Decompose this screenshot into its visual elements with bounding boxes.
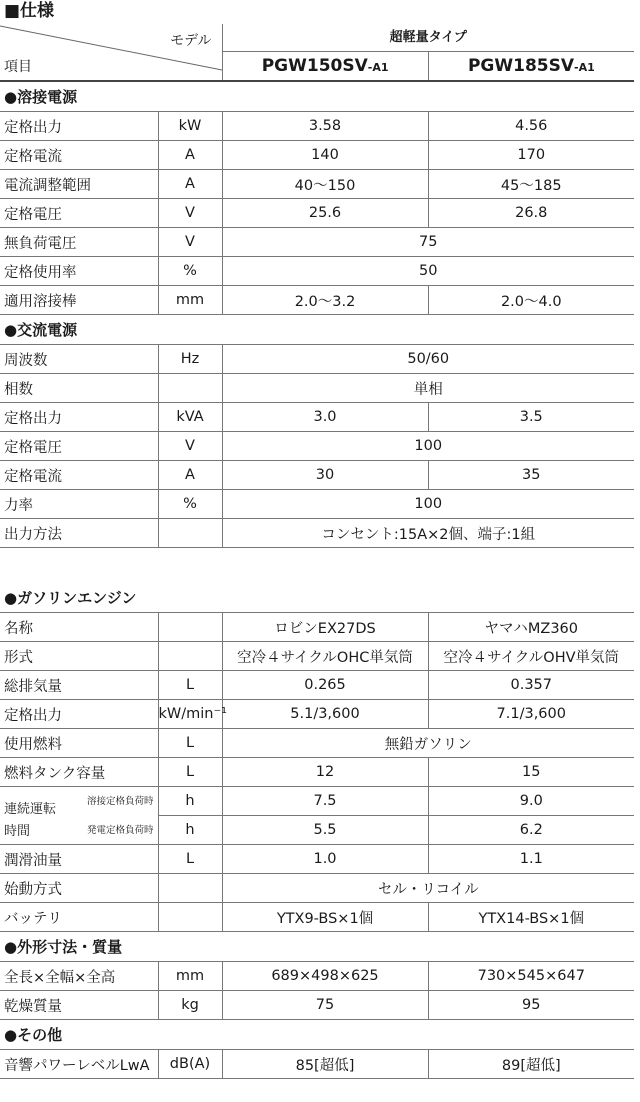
value-model2: 6.2 bbox=[428, 816, 634, 845]
item-unit: V bbox=[158, 199, 222, 228]
spec-row bbox=[0, 374, 634, 403]
item-unit: kW/min⁻¹ bbox=[158, 700, 222, 729]
item-name: 連続運転 bbox=[4, 801, 57, 817]
item-name: 音響パワーレベルLwA bbox=[0, 1050, 158, 1079]
spec-row bbox=[0, 787, 634, 816]
spec-row bbox=[0, 112, 634, 141]
value-model1: 689×498×625 bbox=[222, 962, 428, 991]
value-model1: 7.5 bbox=[222, 787, 428, 816]
item-name: 力率 bbox=[0, 490, 158, 519]
value-model2: 35 bbox=[428, 461, 634, 490]
item-unit: L bbox=[158, 729, 222, 758]
spec-row bbox=[0, 432, 634, 461]
spec-row bbox=[0, 228, 634, 257]
section-ac bbox=[0, 315, 634, 345]
item-name: 始動方式 bbox=[0, 874, 158, 903]
value-model1: 40〜150 bbox=[222, 170, 428, 199]
section-engine bbox=[0, 583, 634, 613]
item-name: バッテリ bbox=[0, 903, 158, 932]
spec-row bbox=[0, 874, 634, 903]
value-model2: 26.8 bbox=[428, 199, 634, 228]
value-model1: 140 bbox=[222, 141, 428, 170]
item-name-line2: 時間 bbox=[4, 823, 31, 839]
spec-row bbox=[0, 519, 634, 548]
value-common: セル・リコイル bbox=[222, 874, 634, 903]
item-name: 名称 bbox=[0, 613, 158, 642]
item-unit bbox=[158, 374, 222, 403]
item-unit: V bbox=[158, 228, 222, 257]
model1-name: PGW150SV-A1 bbox=[223, 52, 429, 80]
section-heading: ●ガソリンエンジン bbox=[0, 583, 634, 613]
item-unit bbox=[158, 642, 222, 671]
spec-row bbox=[0, 199, 634, 228]
value-model1: 3.58 bbox=[222, 112, 428, 141]
value-model2: ヤマハMZ360 bbox=[428, 613, 634, 642]
spec-row bbox=[0, 729, 634, 758]
value-model2: 730×545×647 bbox=[428, 962, 634, 991]
model-label: モデル bbox=[170, 33, 212, 49]
value-model1: 0.265 bbox=[222, 671, 428, 700]
value-common: 100 bbox=[222, 432, 634, 461]
value-common: 50 bbox=[222, 257, 634, 286]
value-model2: YTX14-BS×1個 bbox=[428, 903, 634, 932]
value-model1: 85[超低] bbox=[222, 1050, 428, 1079]
model-header bbox=[222, 24, 634, 81]
spec-table-bottom bbox=[0, 583, 634, 1079]
value-model1: ロビンEX27DS bbox=[222, 613, 428, 642]
spec-table-top bbox=[0, 24, 634, 548]
section-welding bbox=[0, 81, 634, 112]
item-unit: % bbox=[158, 490, 222, 519]
item-unit: L bbox=[158, 845, 222, 874]
section-dims bbox=[0, 932, 634, 962]
item-name: 電流調整範囲 bbox=[0, 170, 158, 199]
item-name: 適用溶接棒 bbox=[0, 286, 158, 315]
spec-row bbox=[0, 461, 634, 490]
item-unit: A bbox=[158, 141, 222, 170]
item-unit bbox=[158, 903, 222, 932]
value-model2: 4.56 bbox=[428, 112, 634, 141]
item-unit: h bbox=[158, 816, 222, 845]
value-common: 無鉛ガソリン bbox=[222, 729, 634, 758]
value-model2: 15 bbox=[428, 758, 634, 787]
spec-row bbox=[0, 671, 634, 700]
item-name: 定格出力 bbox=[0, 700, 158, 729]
item-unit: kW bbox=[158, 112, 222, 141]
continuous-operation-cell bbox=[0, 787, 158, 845]
item-name: 定格出力 bbox=[0, 112, 158, 141]
value-model2: 3.5 bbox=[428, 403, 634, 432]
spec-row bbox=[0, 903, 634, 932]
item-unit: kVA bbox=[158, 403, 222, 432]
value-model1: 1.0 bbox=[222, 845, 428, 874]
value-model1: 3.0 bbox=[222, 403, 428, 432]
value-common: 単相 bbox=[222, 374, 634, 403]
item-name: 燃料タンク容量 bbox=[0, 758, 158, 787]
item-unit: V bbox=[158, 432, 222, 461]
value-common: 50/60 bbox=[222, 345, 634, 374]
item-unit bbox=[158, 519, 222, 548]
spec-row bbox=[0, 962, 634, 991]
section-other bbox=[0, 1020, 634, 1050]
spec-row bbox=[0, 642, 634, 671]
spec-row bbox=[0, 490, 634, 519]
section-heading: ●その他 bbox=[0, 1020, 634, 1050]
item-name: 形式 bbox=[0, 642, 158, 671]
page-title: ■仕様 bbox=[4, 1, 55, 21]
item-name: 相数 bbox=[0, 374, 158, 403]
sub-label-1: 溶接定格負荷時 bbox=[86, 795, 154, 807]
section-heading: ●溶接電源 bbox=[0, 81, 634, 112]
value-model2: 0.357 bbox=[428, 671, 634, 700]
value-model2: 45〜185 bbox=[428, 170, 634, 199]
value-model1: 30 bbox=[222, 461, 428, 490]
item-unit: L bbox=[158, 671, 222, 700]
item-name: 出力方法 bbox=[0, 519, 158, 548]
spec-row bbox=[0, 1050, 634, 1079]
value-common: コンセント:15A×2個、端子:1組 bbox=[222, 519, 634, 548]
item-label: 項目 bbox=[4, 59, 32, 75]
item-unit: % bbox=[158, 257, 222, 286]
item-name: 定格電圧 bbox=[0, 199, 158, 228]
spec-row bbox=[0, 345, 634, 374]
spec-row bbox=[0, 141, 634, 170]
item-unit: mm bbox=[158, 286, 222, 315]
item-name: 定格電流 bbox=[0, 461, 158, 490]
spec-row bbox=[0, 613, 634, 642]
item-unit: mm bbox=[158, 962, 222, 991]
spec-row bbox=[0, 700, 634, 729]
item-name: 全長×全幅×全高 bbox=[0, 962, 158, 991]
item-name: 定格電流 bbox=[0, 141, 158, 170]
value-model2: 7.1/3,600 bbox=[428, 700, 634, 729]
spec-row bbox=[0, 403, 634, 432]
item-unit: L bbox=[158, 758, 222, 787]
value-common: 100 bbox=[222, 490, 634, 519]
value-model2: 89[超低] bbox=[428, 1050, 634, 1079]
value-model2: 2.0〜4.0 bbox=[428, 286, 634, 315]
model2-name: PGW185SV-A1 bbox=[467, 55, 595, 76]
item-unit bbox=[158, 874, 222, 903]
spec-row bbox=[0, 257, 634, 286]
value-model2: 95 bbox=[428, 991, 634, 1020]
value-model1: 5.5 bbox=[222, 816, 428, 845]
item-unit: dB(A) bbox=[158, 1050, 222, 1079]
item-name: 無負荷電圧 bbox=[0, 228, 158, 257]
item-name: 乾燥質量 bbox=[0, 991, 158, 1020]
value-model1: 12 bbox=[222, 758, 428, 787]
value-model1: 空冷４サイクルOHC単気筒 bbox=[222, 642, 428, 671]
item-unit: A bbox=[158, 170, 222, 199]
item-name: 定格電圧 bbox=[0, 432, 158, 461]
spec-row bbox=[0, 991, 634, 1020]
item-unit: Hz bbox=[158, 345, 222, 374]
item-name: 総排気量 bbox=[0, 671, 158, 700]
value-model1: 75 bbox=[222, 991, 428, 1020]
item-name: 定格使用率 bbox=[0, 257, 158, 286]
header-diagonal-cell bbox=[0, 24, 222, 81]
section-heading: ●外形寸法・質量 bbox=[0, 932, 634, 962]
value-model2: 170 bbox=[428, 141, 634, 170]
value-model2: 1.1 bbox=[428, 845, 634, 874]
item-unit: kg bbox=[158, 991, 222, 1020]
item-name: 使用燃料 bbox=[0, 729, 158, 758]
item-name: 定格出力 bbox=[0, 403, 158, 432]
item-name: 周波数 bbox=[0, 345, 158, 374]
sub-label-2: 発電定格負荷時 bbox=[86, 824, 154, 836]
spec-row bbox=[0, 170, 634, 199]
value-model1: 5.1/3,600 bbox=[222, 700, 428, 729]
spec-row bbox=[0, 758, 634, 787]
value-model1: YTX9-BS×1個 bbox=[222, 903, 428, 932]
item-unit: A bbox=[158, 461, 222, 490]
value-model1: 25.6 bbox=[222, 199, 428, 228]
value-model2: 9.0 bbox=[428, 787, 634, 816]
spec-row bbox=[0, 286, 634, 315]
item-name: 潤滑油量 bbox=[0, 845, 158, 874]
value-model2: 空冷４サイクルOHV単気筒 bbox=[428, 642, 634, 671]
item-unit: h bbox=[158, 787, 222, 816]
type-label: 超軽量タイプ bbox=[223, 25, 635, 52]
item-unit bbox=[158, 613, 222, 642]
spec-row bbox=[0, 845, 634, 874]
value-model1: 2.0〜3.2 bbox=[222, 286, 428, 315]
section-heading: ●交流電源 bbox=[0, 315, 634, 345]
value-common: 75 bbox=[222, 228, 634, 257]
